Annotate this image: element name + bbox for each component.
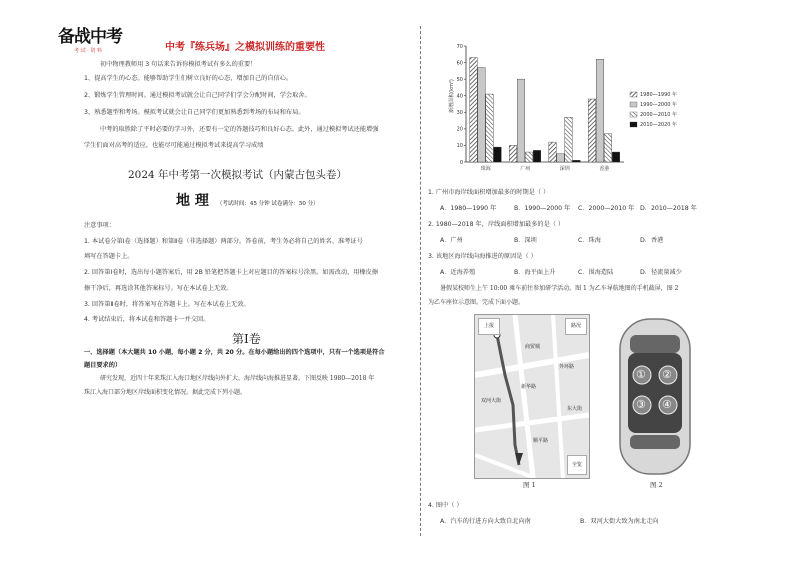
y-tick-label: 40	[456, 93, 463, 100]
q3-stem: 3. 该地区海岸线向海推进的原因是（ ）	[428, 253, 537, 260]
material2-line-a: 暑假某校师生上午 10:00 乘车前往参加研学活动。图 1 为乙车导航地图的手机截屏，图 2	[440, 285, 679, 292]
legend-label: 2010—2020 年	[640, 122, 678, 128]
legend-swatch	[630, 122, 637, 127]
car-seat-figure	[600, 313, 710, 478]
traffic-button[interactable]: 路况	[565, 318, 587, 335]
category-label: 香港	[599, 166, 610, 172]
subject-name: 地 理	[176, 193, 209, 209]
map-label-east-street: 东大街	[567, 406, 583, 412]
notes-line-6: 4. 考试结束后，将本试卷和答题卡一并交回。	[84, 316, 210, 323]
section-heading: 第Ⅰ卷	[232, 332, 261, 346]
bar	[517, 79, 525, 162]
logo	[58, 22, 140, 54]
chart-category-labels	[481, 165, 610, 172]
bar	[533, 150, 541, 162]
bar	[588, 99, 596, 162]
bar	[612, 152, 620, 162]
intro-item-1: 1、提高学生的心态。能够帮助学生们树立良好的心态，增加自己的自信心。	[84, 75, 293, 82]
chart-y-axis-label: 新增面积(km²)	[449, 79, 455, 113]
q1-option-b[interactable]: B．1990—2000 年	[514, 205, 571, 212]
exam-subject	[176, 190, 319, 210]
bar	[604, 134, 612, 162]
y-tick-label: 10	[456, 143, 463, 150]
exam-meta: （考试时间：45 分钟 试卷满分：50 分）	[216, 201, 319, 207]
y-tick-label: 0	[459, 159, 463, 166]
q3-option-c[interactable]: C．围海造陆	[578, 269, 614, 276]
q3-option-b[interactable]: B．海平面上升	[514, 269, 556, 276]
y-tick-label: 20	[456, 126, 463, 133]
y-tick-label: 50	[456, 76, 463, 83]
legend-swatch	[630, 102, 637, 107]
q3-option-a[interactable]: A．近海养殖	[440, 269, 476, 276]
y-tick-label: 60	[456, 60, 463, 67]
y-tick-label: 30	[456, 110, 463, 117]
navigation-map-figure	[474, 314, 590, 479]
bar	[549, 142, 557, 162]
bar	[478, 68, 486, 162]
category-label: 珠海	[480, 166, 491, 172]
figure-1-caption: 图 1	[523, 481, 536, 489]
category-label: 广州	[520, 166, 531, 172]
legend-label: 1990—2000 年	[640, 102, 678, 108]
bar	[494, 147, 502, 162]
notes-line-2: 填写在答题卡上。	[84, 253, 134, 260]
exam-title: 2024 年中考第一次模拟考试（内蒙古包头卷）	[128, 169, 348, 181]
notes-line-3: 2. 回答第Ⅰ卷时，选出每小题答案后，用 2B 铅笔把答题卡上对应题目的答案标号涂黑。如需改动，用橡皮擦	[84, 269, 379, 276]
legend-swatch	[630, 92, 637, 97]
seat-1: ①	[636, 368, 646, 381]
q1-option-a[interactable]: A．1980—1990 年	[440, 205, 497, 212]
seat-4: ④	[662, 398, 672, 411]
material-line-a: 研究发现，近四十年来珠江入海口地区岸线向外扩大，海岸线向海推进显著。下图反映 1980—2018 年	[100, 375, 375, 382]
section-instruction-a: 一、选择题（本大题共 10 小题，每小题 2 分，共 20 分。在每小题给出的四个选项中，只有一个选项是符合	[84, 349, 385, 356]
map-label-mall: 商贸城	[525, 344, 541, 350]
y-tick-label: 70	[456, 43, 463, 50]
q4-option-a[interactable]: A．汽车的行进方向大致自北向南	[440, 518, 531, 525]
legend-label: 1980—1990 年	[640, 92, 678, 98]
q1-option-c[interactable]: C．2000—2010 年	[578, 205, 635, 212]
car-drawing	[600, 313, 710, 478]
intro-item-3: 3、熟悉题型和考场。模拟考试就会让自己同学们更加熟悉到考场的布局和布局。	[84, 109, 305, 116]
map-label-shuanghe: 双河大街	[481, 398, 502, 404]
chart-bars	[470, 58, 620, 162]
bar	[525, 152, 533, 162]
intro-item-2: 2、锻炼学生管理时间。通过模拟考试就会让自己同学们学会分配时间，学会取舍。	[84, 92, 311, 99]
bar	[470, 58, 478, 162]
intro-lead: 初中物理教师用 3 句话来告诉你模拟考试有多么的重要！	[100, 61, 257, 68]
map-label-shunping: 顺平路	[533, 438, 549, 444]
map-label-ring-road: 外环路	[559, 364, 575, 370]
section-instruction-b: 题目要求的）	[84, 362, 122, 369]
notes-line-5: 3. 回答第Ⅱ卷时，将答案写在答题卡上。写在本试卷上无效。	[84, 301, 250, 308]
q2-option-c[interactable]: C．珠海	[578, 237, 601, 244]
q1-stem: 1. 广州市海岸线面积增加最多的时期是（ ）	[428, 189, 550, 196]
logo-text: 备战中考	[58, 27, 122, 47]
bar	[509, 145, 517, 162]
legend-swatch	[630, 112, 637, 117]
shoreline-bar-chart	[444, 38, 720, 172]
bar	[486, 94, 494, 162]
q2-stem: 2. 1980—2018 年，岸线面积增加最多的是（ ）	[428, 221, 565, 228]
column-divider	[420, 26, 421, 536]
q1-option-d[interactable]: D．2010—2018 年	[640, 205, 697, 212]
q4-stem: 4. 图中（ ）	[428, 502, 463, 509]
seat-2: ②	[662, 368, 672, 381]
bar	[573, 160, 581, 162]
bar	[557, 154, 565, 162]
q2-option-b[interactable]: B．深圳	[514, 237, 537, 244]
seat-3: ③	[636, 398, 646, 411]
notes-line-4: 擦干净后，再选涂其他答案标号。写在本试卷上无效。	[84, 285, 233, 292]
q2-option-a[interactable]: A．广州	[440, 237, 463, 244]
material-line-b: 珠江入海口部分地区岸线面积变化情况。据此完成下列小题。	[84, 389, 247, 396]
map-label-xinhua: 新华路	[521, 384, 537, 390]
q2-option-d[interactable]: D．香港	[640, 237, 664, 244]
banner-title: 中考『练兵场』之模拟训练的重要性	[165, 42, 325, 53]
overview-button[interactable]: 全览	[567, 455, 587, 475]
figure-2-caption: 图 2	[650, 481, 663, 489]
q4-option-b[interactable]: B．双河大街大致为南北走向	[580, 518, 659, 525]
report-button[interactable]: 上报	[478, 318, 500, 335]
q3-option-d[interactable]: D．径流量减少	[640, 269, 682, 276]
notes-line-1: 1. 本试卷分第Ⅰ卷（选择题）和第Ⅱ卷（非选择题）两部分。答卷前，考生务必将自己的姓名、准考证号	[84, 238, 363, 245]
chart-legend	[630, 91, 677, 128]
bar	[596, 59, 604, 162]
material2-line-b: 为乙车座位示意图。完成下面小题。	[428, 299, 525, 306]
legend-label: 2000—2010 年	[640, 112, 678, 118]
notes-heading: 注意事项：	[84, 222, 115, 229]
intro-paragraph-a: 中考的取胜除了平时必要的学习外，还要有一定的答题技巧和良好心态。此外，通过模拟考试还能增强	[100, 126, 379, 133]
intro-paragraph-b: 学生们面对高考的适应，也能尽可能通过模拟考试来提高学习成绩	[84, 142, 264, 149]
category-label: 深圳	[559, 166, 570, 172]
logo-subtitle: 考 试 · 资 料	[74, 48, 102, 54]
bar	[565, 117, 573, 162]
